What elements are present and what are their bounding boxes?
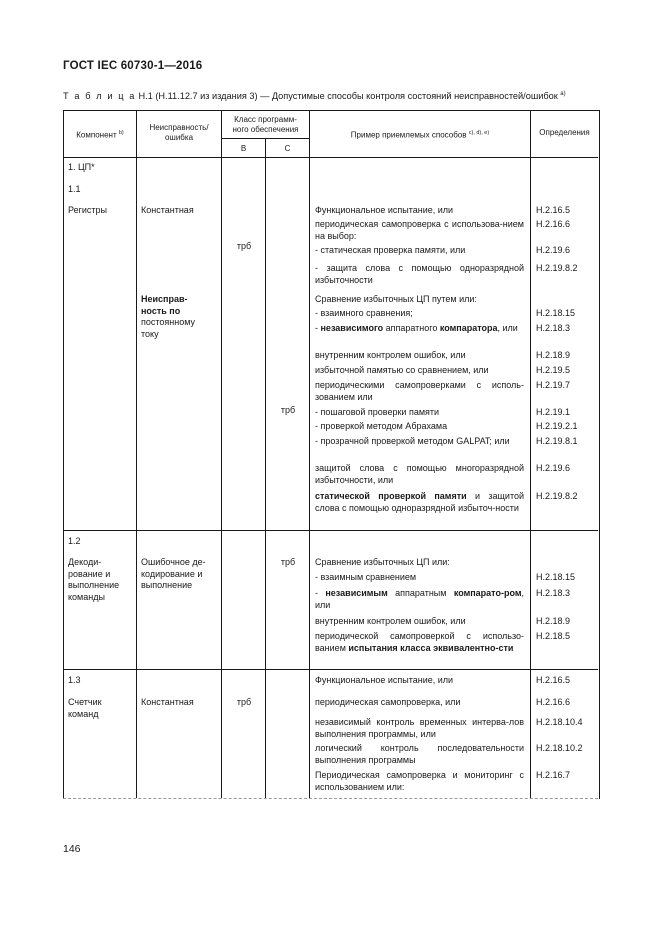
- method-text: - взаимного сравнения;: [315, 308, 413, 318]
- col-divider: [530, 110, 531, 798]
- method-ref: Н.2.19.8.1: [536, 436, 578, 446]
- method-ref: Н.2.18.10.4: [536, 717, 583, 727]
- method-text: - взаимным сравнением: [315, 572, 417, 582]
- fault-dc: Неисправ- ность по постоянному току: [141, 294, 196, 339]
- method-text: логический контроль последовательности выполнения программы: [315, 743, 524, 765]
- component-decoding: Декоди- рование и выполнение команды: [68, 557, 120, 602]
- method-ref: Н.2.18.10.2: [536, 743, 583, 753]
- method-ref: Н.2.18.15: [536, 308, 576, 318]
- method-text: Функциональное испытание, или: [315, 205, 454, 215]
- method-ref: Н.2.19.2.1: [536, 421, 578, 431]
- method-ref: Н.2.16.6: [536, 219, 571, 229]
- section-number: 1.3: [68, 675, 81, 685]
- fault-decoding: Ошибочное де- кодирование и выполнение: [141, 557, 206, 590]
- method-text: Функциональное испытание, или: [315, 675, 454, 685]
- method-ref: Н.2.18.9: [536, 350, 571, 360]
- method-ref: Н.2.18.3: [536, 323, 571, 333]
- method-ref: Н.2.18.5: [536, 631, 571, 641]
- class-b-value: трб: [236, 697, 252, 707]
- method-ref: Н.2.19.8.2: [536, 491, 578, 501]
- method-ref: Н.2.19.5: [536, 365, 571, 375]
- header-software-class: Класс программ- ного обеспечения: [232, 115, 299, 134]
- method-ref: Н.2.18.9: [536, 616, 571, 626]
- method-text: защитой слова с помощью многоразрядной избыточности, или: [315, 463, 524, 485]
- method-text: периодическими самопроверками с исполь-зованием или: [315, 380, 524, 402]
- header-definitions: Определения: [539, 128, 590, 137]
- component-registers: Регистры: [68, 205, 108, 215]
- section-number: 1.1: [68, 184, 81, 194]
- fault-constant: Константная: [141, 697, 194, 707]
- header-fault: Неисправность/ ошибка: [149, 123, 209, 142]
- method-text: Сравнение избыточных ЦП путем или:: [315, 294, 477, 304]
- method-text: статической проверкой памяти и защитой слова с помощью одноразрядной избыточ-ности: [315, 491, 524, 513]
- method-text: - пошаговой проверки памяти: [315, 407, 440, 417]
- col-divider: [136, 110, 137, 798]
- method-text: - проверкой методом Абрахама: [315, 421, 448, 431]
- method-ref: Н.2.19.6: [536, 463, 571, 473]
- section-title: 1. ЦП*: [68, 162, 95, 172]
- method-ref: Н.2.16.7: [536, 770, 571, 780]
- method-text: периодической самопроверкой с использо-ванием испытания класса эквивалентно-сти: [315, 631, 524, 653]
- fault-constant: Константная: [141, 205, 194, 215]
- method-ref: Н.2.18.3: [536, 588, 571, 598]
- method-text: независимый контроль временных интерва-лов выполнения программы, или: [315, 717, 524, 739]
- header-example: Пример приемлемых способов $^{c), d), e)}$: [350, 130, 490, 140]
- header-class-c: С: [284, 144, 291, 153]
- method-text: - независимым аппаратным компарато-ром, или: [315, 588, 525, 610]
- method-ref: Н.2.16.6: [536, 697, 571, 707]
- class-c-value: трб: [280, 557, 296, 567]
- method-text: внутренним контролем ошибок, или: [315, 350, 466, 360]
- col-divider: [309, 110, 310, 798]
- method-text: - защита слова с помощью одноразрядной избыточности: [315, 263, 524, 285]
- method-ref: Н.2.16.5: [536, 205, 571, 215]
- method-text: - прозрачной проверкой методом GALPAT; или: [315, 436, 510, 446]
- method-text: - независимого аппаратного компаратора, или: [315, 323, 518, 333]
- document-header: ГОСТ IEC 60730-1—2016: [63, 60, 203, 72]
- method-text: Сравнение избыточных ЦП или:: [315, 557, 450, 567]
- row-divider: [63, 157, 598, 158]
- class-c-value: трб: [280, 405, 296, 415]
- method-text: Периодическая самопроверка и мониторинг с использованием или:: [315, 770, 524, 792]
- table-caption-footnote: а): [560, 91, 566, 97]
- row-divider: [63, 530, 598, 531]
- method-ref: Н.2.18.15: [536, 572, 576, 582]
- table-caption-label: Т а б л и ц а: [63, 91, 136, 102]
- method-text: - статическая проверка памяти, или: [315, 245, 466, 255]
- method-text: избыточной памятью со сравнением, или: [315, 365, 489, 375]
- section-number: 1.2: [68, 536, 81, 546]
- table-caption-text: Н.1 (Н.11.12.7 из издания 3) — Допустимые способы контроля состояний неисправностей/ошибок: [135, 91, 558, 102]
- table-caption: [63, 91, 566, 101]
- table-continuation-line: [63, 798, 598, 799]
- method-ref: Н.2.16.5: [536, 675, 571, 685]
- row-divider: [63, 669, 598, 670]
- method-text: внутренним контролем ошибок, или: [315, 616, 466, 626]
- method-ref: Н.2.19.6: [536, 245, 571, 255]
- method-ref: Н.2.19.1: [536, 407, 571, 417]
- method-ref: Н.2.19.7: [536, 380, 571, 390]
- col-divider: [221, 110, 222, 798]
- header-component: Компонент $^{b)}$: [76, 130, 124, 140]
- component-counter: Счетчик команд: [68, 697, 102, 719]
- method-text: периодическая самопроверка, или: [315, 697, 461, 707]
- method-ref: Н.2.19.8.2: [536, 263, 578, 273]
- class-b-value: трб: [236, 241, 252, 251]
- method-text: периодическая самопроверка с использова-нием на выбор:: [315, 219, 524, 241]
- row-divider: [221, 138, 309, 139]
- page-number: 146: [63, 843, 81, 855]
- header-class-b: В: [240, 144, 247, 153]
